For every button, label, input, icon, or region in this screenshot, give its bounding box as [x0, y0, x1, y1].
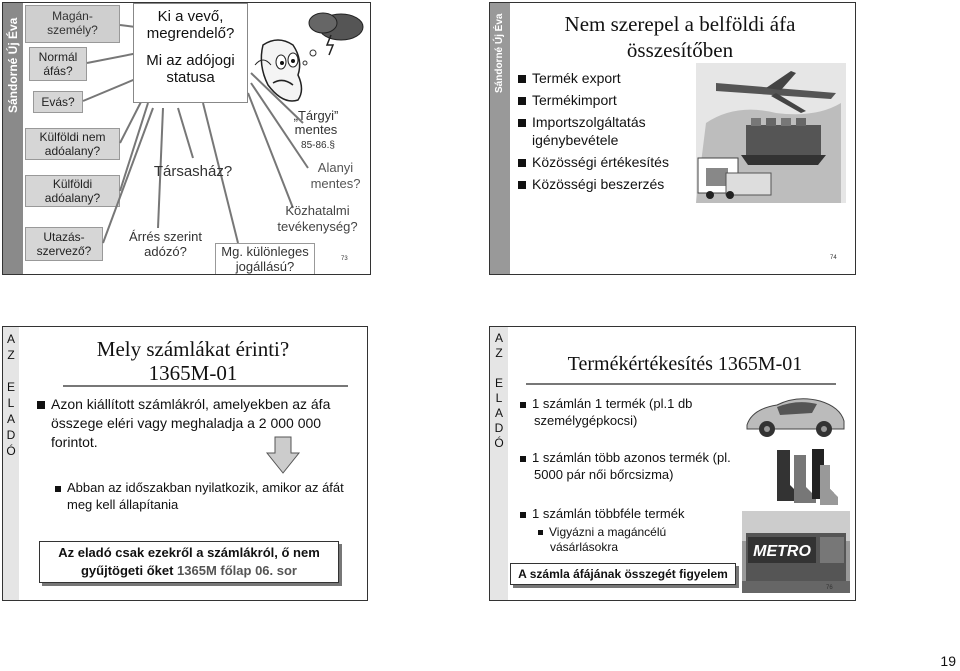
down-arrow-icon	[265, 435, 301, 475]
bullet-3: 1 számlán többféle termék	[520, 505, 749, 522]
bullet-icon	[518, 119, 526, 127]
slide-75	[2, 326, 368, 601]
page-number-76: 76	[826, 585, 833, 591]
slide-74	[489, 2, 856, 275]
bullet-1: 1 számlán 1 termék (pl.1 db személygépkocsi)	[520, 395, 744, 429]
store-sign: METRO	[753, 543, 811, 560]
slide-title: Termékértékesítés 1365M-01	[567, 353, 803, 375]
label-normal: Normál áfás?	[29, 47, 87, 81]
label-utazas: Utazás- szervező?	[25, 227, 103, 261]
list-item: Termék export	[518, 69, 708, 87]
side-letters: A Z E L A D Ó	[490, 327, 508, 600]
label-ki-a-vevo: Ki a vevő, megrendelő?	[146, 8, 235, 42]
label-magan: Magán- személy?	[25, 5, 120, 43]
bullet-1: Azon kiállított számlákról, amelyekben az áfa összege eléri vagy meghaladja a 2 000 000 forintot.	[37, 395, 361, 452]
label-targyi-ref: 85-86.§	[301, 140, 335, 151]
note-ref: 1365M főlap 06. sor	[177, 563, 297, 578]
label-arres: Árrés szerint adózó?	[129, 229, 202, 259]
side-label: Sándorné Új Éva	[6, 17, 20, 113]
label-evas: Evás?	[33, 91, 83, 113]
bullet-icon	[55, 486, 61, 492]
page-number: 19	[940, 653, 956, 669]
slide-76	[489, 326, 856, 601]
label-kulfoldi-nem: Külföldi nem adóalany?	[25, 128, 120, 160]
bullet-icon	[520, 512, 526, 518]
slide-title: Nem szerepel a belföldi áfa összesítőben	[564, 12, 796, 62]
label-kozhatalmi: Közhatalmi tevékenység?	[277, 203, 358, 234]
bullet-icon	[518, 159, 526, 167]
bullet-icon	[518, 181, 526, 189]
bullet-2: 1 számlán több azonos termék (pl. 5000 pár női bőrcsizma)	[520, 449, 749, 483]
slide-title: Mely számlákat érinti? 1365M-01	[96, 337, 290, 385]
title-underline	[63, 385, 348, 387]
list-item: Közösségi beszerzés	[518, 175, 708, 193]
metro-store-image	[742, 511, 850, 593]
bullet-icon	[518, 75, 526, 83]
label-kulfoldi: Külföldi adóalany?	[25, 175, 120, 207]
page-number-73: 73	[341, 256, 348, 262]
bullet-list	[518, 69, 708, 193]
bullet-2: Abban az időszakban nyilatkozik, amikor az áfát meg kell állapítania	[55, 479, 357, 513]
side-label: Sándorné Új Éva	[494, 13, 505, 93]
transport-collage-image	[696, 63, 846, 203]
bullet-icon	[538, 530, 543, 535]
sub-bullet-3: Vigyázni a magáncélú vásárlásokra	[538, 525, 720, 555]
list-item: Közösségi értékesítés	[518, 153, 708, 171]
side-letters: A Z E L A D Ó	[3, 327, 19, 600]
page-number-74: 74	[830, 255, 837, 261]
label-adojogi: Mi az adójogi statusa	[146, 52, 235, 86]
list-item: Importszolgáltatás igénybevétele	[518, 113, 708, 149]
car-image	[742, 387, 847, 442]
note-box: Az eladó csak ezekről a számlákról, ő nem gyűjtögeti őket 1365M főlap 06. sor	[39, 541, 339, 583]
label-kulonleges: Mg. különleges jogállású?	[215, 243, 315, 275]
label-targyi: „Tárgyi” mentes	[293, 108, 339, 137]
label-tarsashaz: Társasház?	[153, 163, 233, 180]
title-underline	[526, 383, 836, 385]
label-alanyi: Alanyi mentes?	[310, 160, 361, 191]
box-ki-a-vevo	[133, 3, 248, 103]
slide-73	[2, 2, 371, 275]
worried-person-illustration	[243, 5, 368, 115]
note-box: A számla áfájának összegét figyelem	[510, 563, 736, 585]
boots-image	[772, 445, 842, 510]
bullet-icon	[518, 97, 526, 105]
bullet-icon	[520, 456, 526, 462]
bullet-icon	[520, 402, 526, 408]
list-item: Termékimport	[518, 91, 708, 109]
bullet-icon	[37, 401, 45, 409]
